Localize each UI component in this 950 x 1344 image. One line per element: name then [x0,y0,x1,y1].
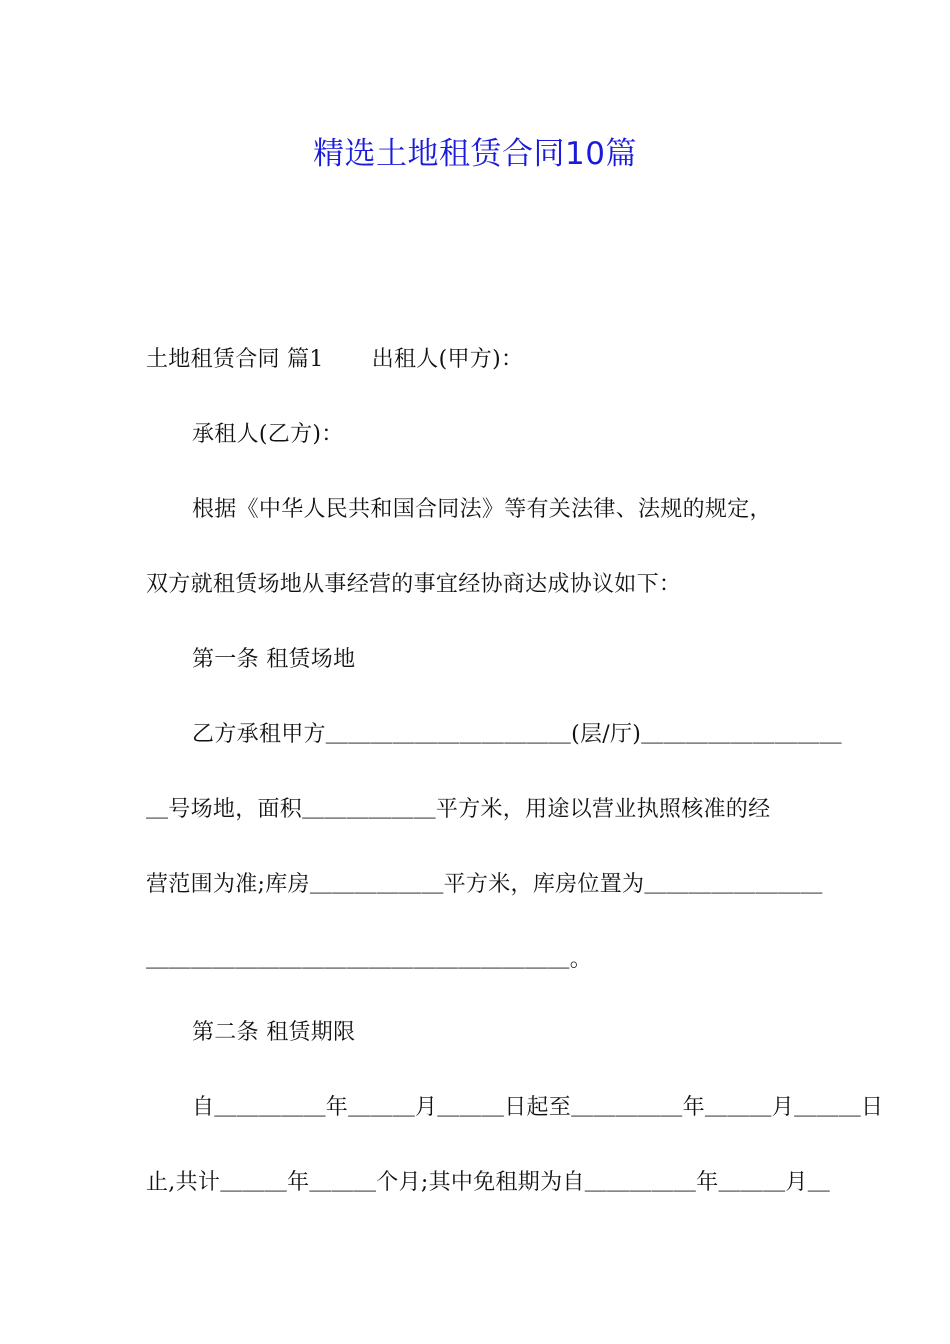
paragraph-line [146,345,523,375]
article-heading: 第一条 租赁场地 [192,647,356,672]
paragraph-line: ＿号场地，面积＿＿＿＿＿＿平方米，用途以营业执照核准的经 [146,797,771,822]
lessee-label: 承租人(乙方)： [192,422,344,447]
paragraph-line: 自＿＿＿＿＿年＿＿＿月＿＿＿日起至＿＿＿＿＿年＿＿＿月＿＿＿日 [192,1095,884,1120]
document-title: 精选土地租赁合同10篇 [313,136,637,172]
paragraph-line: 双方就租赁场地从事经营的事宜经协商达成协议如下： [146,572,682,597]
paragraph-line: 止,共计＿＿＿年＿＿＿个月;其中免租期为自＿＿＿＿＿年＿＿＿月＿ [146,1170,831,1195]
section-heading-1: 土地租赁合同 篇1 [146,347,324,372]
paragraph-line: 根据《中华人民共和国合同法》等有关法律、法规的规定， [192,497,772,522]
lessor-label: 出租人(甲方)： [371,347,524,372]
paragraph-line: 乙方承租甲方＿＿＿＿＿＿＿＿＿＿＿(层/厅)＿＿＿＿＿＿＿＿＿ [192,722,842,747]
article-heading: 第二条 租赁期限 [192,1020,356,1045]
paragraph-line: ＿＿＿＿＿＿＿＿＿＿＿＿＿＿＿＿＿＿＿。 [146,947,593,972]
paragraph-line: 营范围为准;库房＿＿＿＿＿＿平方米，库房位置为＿＿＿＿＿＿＿＿ [146,872,823,897]
